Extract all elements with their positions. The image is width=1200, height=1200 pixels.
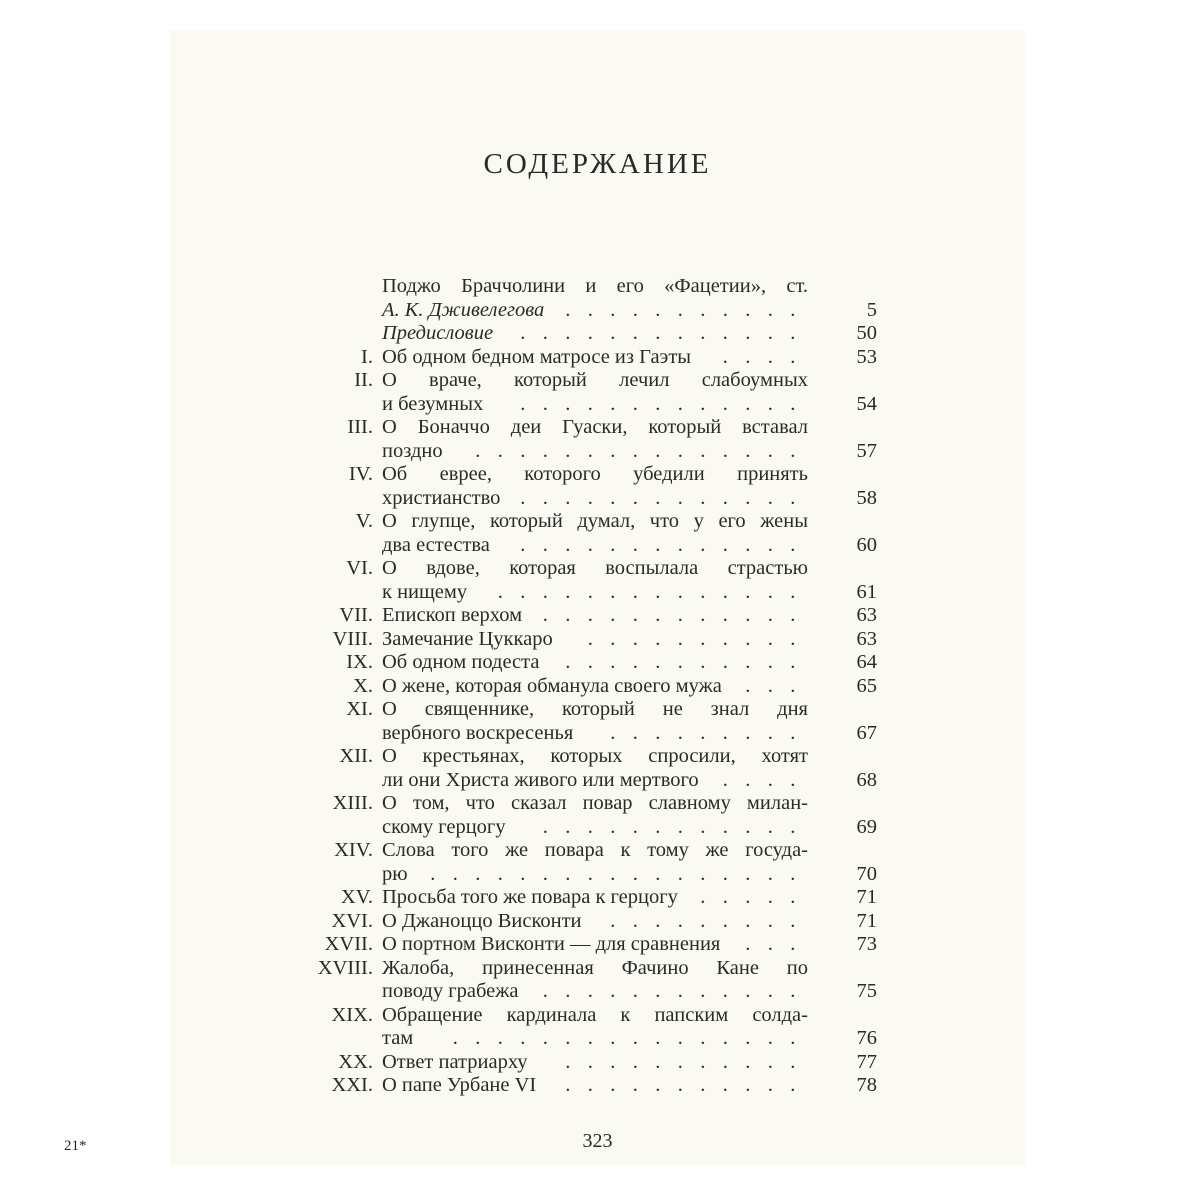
leader-dots: . . . . . . . . . . . bbox=[565, 1050, 796, 1073]
toc-entry-number: VIII. bbox=[332, 627, 373, 650]
toc-entry-number: XIII. bbox=[332, 792, 373, 814]
toc-entry-number: XX. bbox=[338, 1050, 373, 1073]
toc-entry-line bbox=[170, 814, 877, 840]
toc-entry-number: II. bbox=[354, 369, 373, 391]
toc-entry-page: 71 bbox=[856, 909, 877, 932]
toc-entry-title: и безумных bbox=[382, 392, 484, 415]
toc-entry-line bbox=[170, 649, 877, 675]
toc-entry-number: XVI. bbox=[331, 909, 373, 932]
leader-dots: . . . . . . . . . bbox=[610, 721, 796, 744]
toc-entry-page: 57 bbox=[856, 439, 877, 462]
toc-entry-title: Замечание Цуккаро bbox=[382, 627, 553, 650]
toc-entry-title: скому герцогу bbox=[382, 815, 506, 838]
toc-entry-title: А. К. Дживелегова bbox=[382, 298, 545, 321]
toc-entry-title: О том, что сказал повар славному милан- bbox=[382, 792, 808, 814]
leader-dots: . . . . . . . . . . . bbox=[565, 651, 796, 673]
toc-entry-line bbox=[170, 344, 877, 370]
toc-entry-line bbox=[170, 626, 877, 652]
leader-dots: . . . . . . . . . . . . . bbox=[520, 392, 796, 415]
book-page bbox=[170, 30, 1025, 1165]
leader-dots: . . . . . . . . . . . . . bbox=[520, 533, 796, 556]
toc-entry-line bbox=[170, 414, 877, 440]
toc-entry-title: Обращение кардинала к папским солда- bbox=[382, 1003, 808, 1026]
printer-signature-mark: 21* bbox=[64, 1138, 87, 1154]
toc-entry-title: Об одном бедном матросе из Гаэты bbox=[382, 345, 692, 368]
toc-entry-line bbox=[170, 1025, 877, 1051]
toc-entry-title: там bbox=[382, 1027, 414, 1049]
toc-entry-page: 50 bbox=[856, 322, 877, 344]
toc-entry-title: Об одном подеста bbox=[382, 651, 540, 673]
toc-entry-title: О враче, который лечил слабоумных bbox=[382, 369, 808, 391]
toc-entry-title: О вдове, которая воспылала страстью bbox=[382, 557, 808, 579]
leader-dots: . . . . . . . . . . . . . . . bbox=[475, 439, 796, 462]
leader-dots: . . . . . . . . . . . . . bbox=[520, 322, 796, 344]
leader-dots: . . . . . bbox=[700, 886, 796, 908]
leader-dots: . . . . . . . . . bbox=[610, 909, 796, 932]
toc-entry-line bbox=[170, 273, 877, 299]
toc-entry-number: VI. bbox=[346, 557, 373, 579]
toc-entry-page: 77 bbox=[856, 1050, 877, 1073]
toc-entry-title: О портном Висконти — для сравнения bbox=[382, 933, 721, 955]
toc-entry-title: Предисловие bbox=[382, 322, 494, 344]
toc-entry-line bbox=[170, 438, 877, 464]
toc-entry-title: Поджо Браччолини и его «Фацетии», ст. bbox=[382, 275, 808, 297]
leader-dots: . . . . . . . . . . bbox=[587, 627, 796, 650]
toc-entry-line bbox=[170, 320, 877, 346]
toc-entry-title: Просьба того же повара к герцогу bbox=[382, 886, 678, 908]
toc-entry-title: О жене, которая обманула своего мужа bbox=[382, 674, 722, 697]
toc-entry-line bbox=[170, 579, 877, 605]
toc-entry-number: V. bbox=[355, 510, 373, 532]
toc-entry-page: 75 bbox=[856, 980, 877, 1002]
toc-entry-number: I. bbox=[361, 345, 373, 368]
toc-entry-title: Епископ верхом bbox=[382, 604, 523, 626]
toc-entry-line bbox=[170, 602, 877, 628]
toc-entry-number: XIX. bbox=[331, 1003, 373, 1026]
leader-dots: . . . bbox=[745, 933, 796, 955]
page-title: СОДЕРЖАНИЕ bbox=[483, 148, 712, 180]
toc-entry-title: христианство bbox=[382, 486, 501, 509]
toc-entry-page: 58 bbox=[856, 486, 877, 509]
toc-entry-title: О Боначчо деи Гуаски, который вставал bbox=[382, 416, 808, 438]
toc-entry-title: поздно bbox=[382, 439, 443, 462]
toc-entry-number: X. bbox=[353, 674, 373, 697]
toc-entry-line bbox=[170, 720, 877, 746]
toc-entry-line bbox=[170, 461, 877, 487]
toc-entry-line bbox=[170, 1002, 877, 1028]
toc-entry-number: XIV. bbox=[334, 839, 373, 861]
toc-entry-line bbox=[170, 955, 877, 981]
toc-entry-number: XXI. bbox=[331, 1074, 373, 1096]
toc-entry-page: 78 bbox=[856, 1074, 877, 1096]
leader-dots: . . . . . . . . . . . . bbox=[542, 604, 796, 626]
toc-entry-line bbox=[170, 931, 877, 957]
toc-entry-page: 53 bbox=[856, 345, 877, 368]
toc-entry-title: к нищему bbox=[382, 580, 468, 603]
toc-entry-line bbox=[170, 696, 877, 722]
toc-entry-page: 76 bbox=[856, 1027, 877, 1049]
toc-entry-number: VII. bbox=[339, 604, 373, 626]
toc-entry-page: 73 bbox=[856, 933, 877, 955]
toc-entry-line bbox=[170, 485, 877, 511]
toc-entry-page: 54 bbox=[856, 392, 877, 415]
leader-dots: . . . . bbox=[722, 345, 796, 368]
toc-entry-number: XI. bbox=[346, 698, 373, 720]
leader-dots: . . . . . . . . . . . . bbox=[542, 815, 796, 838]
toc-entry-line bbox=[170, 884, 877, 910]
leader-dots: . . . bbox=[745, 674, 796, 697]
toc-entry-number: XVIII. bbox=[317, 956, 373, 979]
toc-entry-page: 71 bbox=[856, 886, 877, 908]
toc-entry-number: XV. bbox=[340, 886, 373, 908]
leader-dots: . . . . . . . . . . . . . bbox=[520, 486, 796, 509]
toc-entry-line bbox=[170, 790, 877, 816]
toc-entry-title: Об еврее, которого убедили принять bbox=[382, 463, 808, 485]
toc-entry-title: О крестьянах, которых спросили, хотят bbox=[382, 745, 808, 767]
toc-entry-title: О Джаноццо Висконти bbox=[382, 909, 582, 932]
toc-entry-title: Слова того же повара к тому же госуда- bbox=[382, 839, 808, 861]
toc-entry-page: 69 bbox=[856, 815, 877, 838]
toc-entry-title: Ответ патриарху bbox=[382, 1050, 528, 1073]
toc-entry-number: IX. bbox=[346, 651, 373, 673]
toc-entry-title: О папе Урбане VI bbox=[382, 1074, 537, 1096]
leader-dots: . . . . . . . . . . . . . . bbox=[497, 580, 796, 603]
page-number: 323 bbox=[582, 1130, 613, 1152]
toc-entry-page: 70 bbox=[856, 862, 877, 885]
toc-entry-line bbox=[170, 978, 877, 1004]
toc-entry-page: 64 bbox=[856, 651, 877, 673]
leader-dots: . . . . bbox=[722, 768, 796, 791]
toc-entry-number: IV. bbox=[348, 463, 373, 485]
toc-entry-title: вербного воскресенья bbox=[382, 721, 574, 744]
toc-entry-line bbox=[170, 555, 877, 581]
toc-entry-line bbox=[170, 767, 877, 793]
toc-entry-line bbox=[170, 837, 877, 863]
toc-entry-number: XVII. bbox=[324, 933, 373, 955]
toc-entry-title: О священнике, который не знал дня bbox=[382, 698, 808, 720]
toc-entry-line bbox=[170, 1049, 877, 1075]
toc-entry-line bbox=[170, 391, 877, 417]
toc-entry-line bbox=[170, 1072, 877, 1098]
toc-entry-number: III. bbox=[347, 416, 373, 438]
toc-entry-page: 63 bbox=[856, 627, 877, 650]
toc-entry-line bbox=[170, 743, 877, 769]
leader-dots: . . . . . . . . . . . . . . . . bbox=[452, 1027, 796, 1049]
toc-entry-title: поводу грабежа bbox=[382, 980, 519, 1002]
toc-entry-title: два естества bbox=[382, 533, 490, 556]
toc-entry-title: ли они Христа живого или мертвого bbox=[382, 768, 699, 791]
toc-entry-title: Жалоба, принесенная Фачино Кане по bbox=[382, 956, 808, 979]
toc-entry-page: 61 bbox=[856, 580, 877, 603]
toc-entry-line bbox=[170, 297, 877, 323]
leader-dots: . . . . . . . . . . . . bbox=[542, 980, 796, 1002]
toc-entry-title: О глупце, который думал, что у его жены bbox=[382, 510, 808, 532]
leader-dots: . . . . . . . . . . . bbox=[565, 298, 796, 321]
toc-entry-page: 60 bbox=[856, 533, 877, 556]
toc-entry-line bbox=[170, 532, 877, 558]
toc-entry-page: 67 bbox=[856, 721, 877, 744]
toc-entry-page: 68 bbox=[856, 768, 877, 791]
leader-dots: . . . . . . . . . . . bbox=[565, 1074, 796, 1096]
toc-entry-page: 65 bbox=[856, 674, 877, 697]
toc-entry-number: XII. bbox=[339, 745, 373, 767]
table-of-contents bbox=[170, 30, 1025, 1165]
leader-dots: . . . . . . . . . . . . . . . . . bbox=[430, 862, 796, 885]
toc-entry-page: 63 bbox=[856, 604, 877, 626]
toc-entry-line bbox=[170, 908, 877, 934]
toc-entry-title: рю bbox=[382, 862, 408, 885]
toc-entry-line bbox=[170, 367, 877, 393]
toc-entry-line bbox=[170, 861, 877, 887]
toc-entry-line bbox=[170, 673, 877, 699]
toc-entry-page: 5 bbox=[866, 298, 877, 321]
toc-entry-line bbox=[170, 508, 877, 534]
